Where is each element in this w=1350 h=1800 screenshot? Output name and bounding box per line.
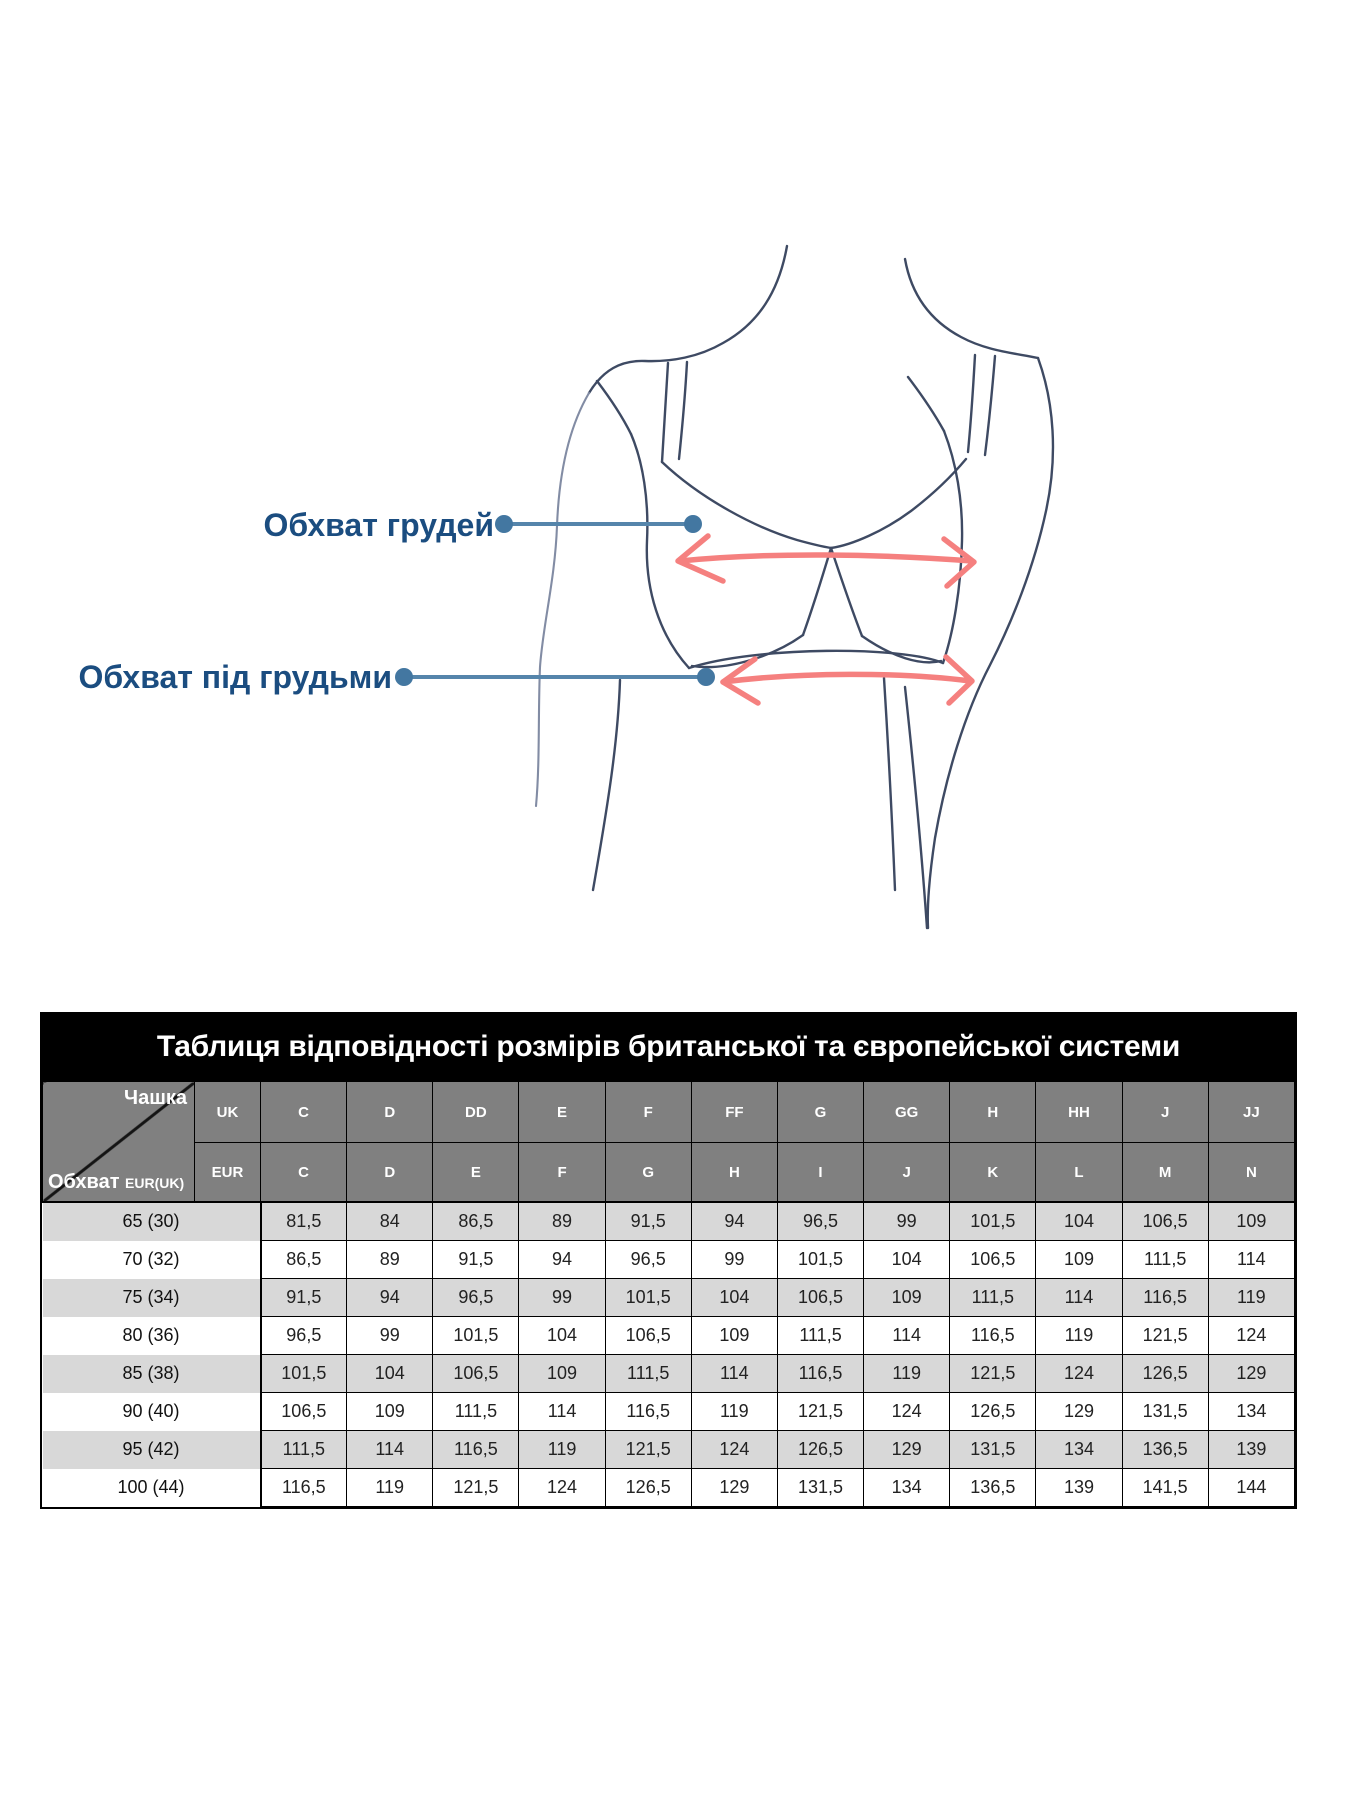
eur-cup-header: C [261, 1143, 347, 1203]
bust-measurement-cell: 96,5 [605, 1241, 691, 1279]
cup-top-left-line [662, 462, 831, 548]
bust-measurement-cell: 91,5 [605, 1202, 691, 1241]
armpit-right-line [908, 377, 944, 431]
bust-measurement-cell: 91,5 [433, 1241, 519, 1279]
bust-measurement-cell: 106,5 [261, 1393, 347, 1431]
table-row [43, 1279, 1295, 1317]
strap-left-inner-line [679, 362, 687, 459]
bust-measurement-cell: 101,5 [433, 1317, 519, 1355]
table-row [43, 1241, 1295, 1279]
bust-measurement-cell: 106,5 [605, 1317, 691, 1355]
bust-measurement-cell: 129 [1208, 1355, 1294, 1393]
corner-girth-subtext: EUR(UK) [125, 1175, 185, 1191]
band-size-label: 95 (42) [43, 1431, 261, 1469]
bust-measurement-cell: 139 [1036, 1469, 1122, 1507]
bust-measurement-cell: 131,5 [1122, 1393, 1208, 1431]
bust-measurement-cell: 124 [691, 1431, 777, 1469]
table-row [43, 1355, 1295, 1393]
eur-cup-header: F [519, 1143, 605, 1203]
bust-measurement-cell: 114 [519, 1393, 605, 1431]
bust-measurement-cell: 116,5 [777, 1355, 863, 1393]
bust-measurement-cell: 119 [347, 1469, 433, 1507]
bust-measurement-cell: 91,5 [261, 1279, 347, 1317]
uk-cup-header: F [605, 1082, 691, 1143]
strap-right-inner-line [968, 355, 975, 452]
figure-outline [536, 246, 1053, 928]
bust-measurement-cell: 111,5 [1122, 1241, 1208, 1279]
band-size-label: 100 (44) [43, 1469, 261, 1507]
bust-measurement-cell: 134 [1208, 1393, 1294, 1431]
eur-cup-header: G [605, 1143, 691, 1203]
bust-measurement-cell: 111,5 [605, 1355, 691, 1393]
bust-measurement-cell: 124 [864, 1393, 950, 1431]
bust-measurement-cell: 129 [1036, 1393, 1122, 1431]
bust-measurement-cell: 131,5 [950, 1431, 1036, 1469]
bust-measurement-cell: 104 [347, 1355, 433, 1393]
bust-measurement-cell: 111,5 [433, 1393, 519, 1431]
bust-measurement-cell: 121,5 [433, 1469, 519, 1507]
bust-measurement-cell: 104 [864, 1241, 950, 1279]
bust-measurement-cell: 86,5 [261, 1241, 347, 1279]
eur-cup-header: J [864, 1143, 950, 1203]
bust-measurement-cell: 119 [519, 1431, 605, 1469]
eur-cup-header: K [950, 1143, 1036, 1203]
bust-measurement-cell: 114 [347, 1431, 433, 1469]
torso-left-line [593, 680, 620, 890]
bust-measurement-cell: 96,5 [777, 1202, 863, 1241]
eur-cup-header: M [1122, 1143, 1208, 1203]
bust-measurement-cell: 119 [1208, 1279, 1294, 1317]
bust-measurement-cell: 119 [864, 1355, 950, 1393]
table-row [43, 1393, 1295, 1431]
bust-measurement-cell: 101,5 [261, 1355, 347, 1393]
uk-cup-header: G [777, 1082, 863, 1143]
bust-measurement-cell: 109 [1208, 1202, 1294, 1241]
eur-cup-header: H [691, 1143, 777, 1203]
bust-measurement-cell: 109 [864, 1279, 950, 1317]
eur-cup-header: D [347, 1143, 433, 1203]
bust-measurement-cell: 114 [1036, 1279, 1122, 1317]
bust-measurement-cell: 134 [864, 1469, 950, 1507]
armpit-left-line [597, 381, 631, 434]
underbust-arrow-shaft [723, 674, 970, 682]
bust-measurement-cell: 134 [1036, 1431, 1122, 1469]
bust-measurement-cell: 144 [1208, 1469, 1294, 1507]
bust-measurement-cell: 129 [691, 1469, 777, 1507]
bust-measurement-cell: 106,5 [433, 1355, 519, 1393]
band-size-label: 75 (34) [43, 1279, 261, 1317]
bust-measurement-cell: 109 [347, 1393, 433, 1431]
bust-arrow-shaft [680, 555, 972, 561]
bust-measurement-cell: 101,5 [605, 1279, 691, 1317]
bust-measurement-cell: 94 [347, 1279, 433, 1317]
leader-dot [684, 515, 702, 533]
bust-measurement-cell: 121,5 [777, 1393, 863, 1431]
neck-shoulder-left-line [589, 246, 787, 393]
bust-measurement-cell: 96,5 [433, 1279, 519, 1317]
bust-measurement-cell: 114 [1208, 1241, 1294, 1279]
bust-measurement-cell: 109 [1036, 1241, 1122, 1279]
bust-measurement-cell: 124 [1036, 1355, 1122, 1393]
bust-measurement-cell: 111,5 [950, 1279, 1036, 1317]
eur-cup-header: N [1208, 1143, 1294, 1203]
bust-measurement-cell: 89 [347, 1241, 433, 1279]
bust-measurement-cell: 116,5 [261, 1469, 347, 1507]
eur-cup-header: L [1036, 1143, 1122, 1203]
bust-measurement-cell: 94 [519, 1241, 605, 1279]
uk-cup-header: D [347, 1082, 433, 1143]
bust-measurement-cell: 109 [691, 1317, 777, 1355]
header-row-eur [43, 1143, 1295, 1203]
bust-measurement-cell: 126,5 [777, 1431, 863, 1469]
bust-measurement-cell: 119 [1036, 1317, 1122, 1355]
leader-dot [697, 668, 715, 686]
uk-cup-header: J [1122, 1082, 1208, 1143]
uk-cup-header: JJ [1208, 1082, 1294, 1143]
bust-measurement-cell: 136,5 [950, 1469, 1036, 1507]
bust-measurement-cell: 121,5 [605, 1431, 691, 1469]
table-row [43, 1469, 1295, 1507]
strap-right-outer-line [985, 356, 995, 455]
uk-cup-header: H [950, 1082, 1036, 1143]
bust-measurement-cell: 101,5 [777, 1241, 863, 1279]
size-table-section [40, 1012, 1297, 1509]
uk-cup-header: HH [1036, 1082, 1122, 1143]
bust-measurement-cell: 126,5 [605, 1469, 691, 1507]
bust-measurement-cell: 136,5 [1122, 1431, 1208, 1469]
table-row [43, 1202, 1295, 1241]
bust-measurement-cell: 131,5 [777, 1469, 863, 1507]
bust-measurement-cell: 106,5 [1122, 1202, 1208, 1241]
bust-measurement-cell: 104 [1036, 1202, 1122, 1241]
neck-shoulder-right-line [905, 259, 1038, 358]
bust-measurement-cell: 96,5 [261, 1317, 347, 1355]
cup-top-right-line [831, 459, 966, 548]
bust-measurement-cell: 129 [864, 1431, 950, 1469]
uk-cup-header: C [261, 1082, 347, 1143]
bust-measurement-cell: 106,5 [950, 1241, 1036, 1279]
bust-measurement-cell: 126,5 [950, 1393, 1036, 1431]
bust-measurement-cell: 116,5 [433, 1431, 519, 1469]
size-conversion-table [42, 1081, 1295, 1507]
bust-measurement-cell: 101,5 [950, 1202, 1036, 1241]
torso-right-line [884, 678, 895, 890]
arm-inner-right-line [905, 687, 927, 928]
uk-cup-header: FF [691, 1082, 777, 1143]
bust-measurement-cell: 114 [864, 1317, 950, 1355]
eur-cup-header: E [433, 1143, 519, 1203]
bust-measurement-cell: 121,5 [1122, 1317, 1208, 1355]
band-size-label: 85 (38) [43, 1355, 261, 1393]
gore-left-line [803, 548, 831, 635]
eur-system-label: EUR [195, 1143, 261, 1203]
size-table-body [43, 1202, 1295, 1507]
bust-measurement-cell: 124 [1208, 1317, 1294, 1355]
table-row [43, 1431, 1295, 1469]
bust-measurement-cell: 116,5 [605, 1393, 691, 1431]
breast-outer-left-line [631, 434, 689, 668]
arm-outer-left-line [536, 393, 589, 806]
uk-cup-header: E [519, 1082, 605, 1143]
eur-cup-header: I [777, 1143, 863, 1203]
header-row-uk [43, 1082, 1295, 1143]
band-size-label: 90 (40) [43, 1393, 261, 1431]
bust-measurement-cell: 141,5 [1122, 1469, 1208, 1507]
bust-measurement-cell: 81,5 [261, 1202, 347, 1241]
bust-measurement-cell: 86,5 [433, 1202, 519, 1241]
bust-measurement-cell: 99 [519, 1279, 605, 1317]
table-title: Таблиця відповідності розмірів британської та європейської системи [42, 1012, 1295, 1081]
bust-measurement-cell: 111,5 [777, 1317, 863, 1355]
bust-measurement-cell: 89 [519, 1202, 605, 1241]
bust-measurement-cell: 106,5 [777, 1279, 863, 1317]
strap-left-outer-line [662, 363, 668, 462]
corner-cell [43, 1082, 195, 1203]
bust-measurement-cell: 84 [347, 1202, 433, 1241]
bust-measurement-cell: 99 [691, 1241, 777, 1279]
bust-measurement-cell: 121,5 [950, 1355, 1036, 1393]
bust-measurement-cell: 116,5 [950, 1317, 1036, 1355]
uk-cup-header: GG [864, 1082, 950, 1143]
bust-measurement-cell: 104 [691, 1279, 777, 1317]
bust-measurement-cell: 111,5 [261, 1431, 347, 1469]
band-size-label: 65 (30) [43, 1202, 261, 1241]
bust-measurement-cell: 126,5 [1122, 1355, 1208, 1393]
gore-right-line [831, 548, 862, 636]
leader-dot [495, 515, 513, 533]
bust-measurement-cell: 94 [691, 1202, 777, 1241]
bust-label: Обхват грудей [263, 507, 494, 543]
bust-measurement-cell: 114 [691, 1355, 777, 1393]
bust-measurement-cell: 119 [691, 1393, 777, 1431]
bust-measurement-cell: 104 [519, 1317, 605, 1355]
arm-outer-right-line [928, 358, 1053, 928]
band-size-label: 70 (32) [43, 1241, 261, 1279]
underbust-label: Обхват під грудьми [78, 659, 392, 695]
band-size-label: 80 (36) [43, 1317, 261, 1355]
bust-measurement-cell: 116,5 [1122, 1279, 1208, 1317]
uk-system-label: UK [195, 1082, 261, 1143]
corner-cup-label: Чашка [124, 1087, 187, 1109]
bust-measurement-cell: 99 [347, 1317, 433, 1355]
uk-cup-header: DD [433, 1082, 519, 1143]
bust-measurement-cell: 139 [1208, 1431, 1294, 1469]
bust-measurement-cell: 109 [519, 1355, 605, 1393]
leader-dot [395, 668, 413, 686]
corner-girth-text: Обхват [48, 1171, 120, 1193]
bust-measurement-cell: 99 [864, 1202, 950, 1241]
bust-measurement-cell: 124 [519, 1469, 605, 1507]
table-row [43, 1317, 1295, 1355]
corner-girth-label [48, 1171, 184, 1194]
